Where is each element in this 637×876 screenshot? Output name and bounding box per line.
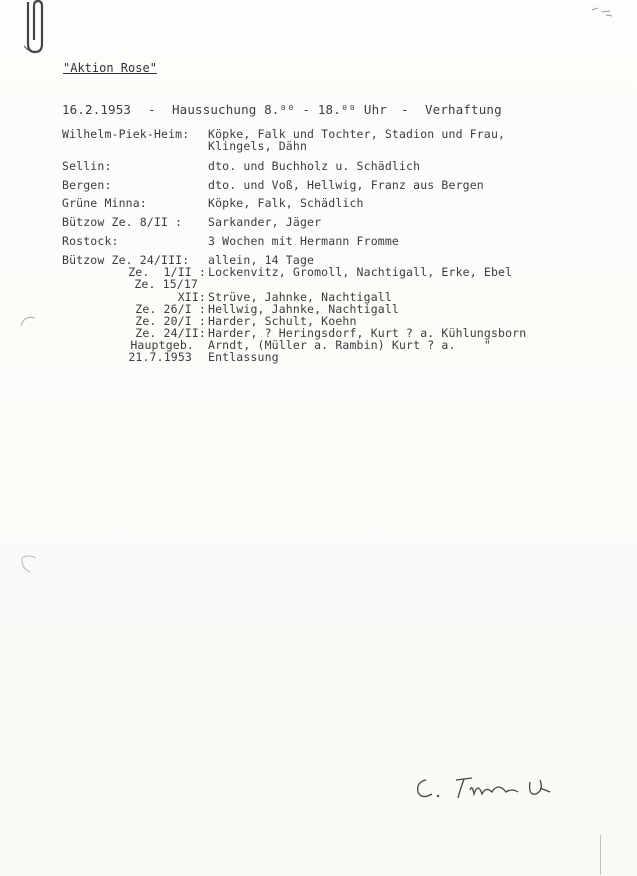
row-label: Ze. 20/I : [135, 314, 206, 328]
header-event: Haussuchung 8.⁰⁰ - 18.⁰⁰ Uhr [172, 102, 387, 117]
row-label: Grüne Minna: [62, 196, 147, 210]
row-label: Wilhelm-Piek-Heim: [62, 127, 190, 141]
row-label: Rostock: [62, 234, 119, 248]
row-label: Bergen: [62, 178, 112, 192]
row-label: XII: [177, 290, 206, 304]
row-value: Harder, ? Heringsdorf, Kurt ? a. Kühlungsborn [208, 326, 527, 340]
page-edge [600, 835, 601, 875]
row-value: Entlassung [208, 350, 279, 364]
punch-hole-icon [18, 312, 40, 334]
row-label: 21.7.1953 [128, 350, 192, 364]
row-label: Ze. 24/II: [135, 326, 206, 340]
row-value: Köpke, Falk und Tochter, Stadion und Frau, [208, 127, 506, 141]
row-value: Lockenvitz, Gromoll, Nachtigall, Erke, Ebel [208, 265, 513, 279]
punch-hole-icon [18, 552, 40, 574]
row-label: Ze. 15/17 [134, 277, 198, 291]
row-value: Strüve, Jahnke, Nachtigall [208, 290, 392, 304]
row-value: Köpke, Falk, Schädlich [208, 196, 364, 210]
row-label: Ze. 1/II : [128, 265, 206, 279]
row-value: dto. und Buchholz u. Schädlich [208, 159, 421, 173]
row-label: Hauptgeb. [130, 338, 194, 352]
row-label: Sellin: [62, 159, 112, 173]
row-value: dto. und Voß, Hellwig, Franz aus Bergen [208, 178, 484, 192]
row-label: Bützow Ze. 8/II : [62, 215, 183, 229]
document-title: "Aktion Rose" [63, 61, 157, 75]
row-value: Harder, Schult, Koehn [208, 314, 357, 328]
row-value: allein, 14 Tage [208, 253, 315, 267]
handwritten-signature [412, 768, 562, 808]
scan-mark-icon [590, 4, 614, 18]
header-dash: - [401, 102, 409, 117]
row-value: Arndt, (Müller a. Rambin) Kurt ? a. " [208, 338, 491, 352]
paper-clip-icon [14, 0, 56, 60]
row-value: 3 Wochen mit Hermann Fromme [208, 234, 399, 248]
row-label: Bützow Ze. 24/III: [62, 253, 190, 267]
header-result: Verhaftung [425, 102, 502, 117]
row-value: Sarkander, Jäger [208, 215, 322, 229]
row-value: Klingels, Dähn [208, 139, 308, 153]
row-label: Ze. 26/I : [135, 302, 206, 316]
header-date: 16.2.1953 [62, 102, 132, 117]
row-value: Hellwig, Jahnke, Nachtigall [208, 302, 399, 316]
header-dash: - [148, 102, 156, 117]
